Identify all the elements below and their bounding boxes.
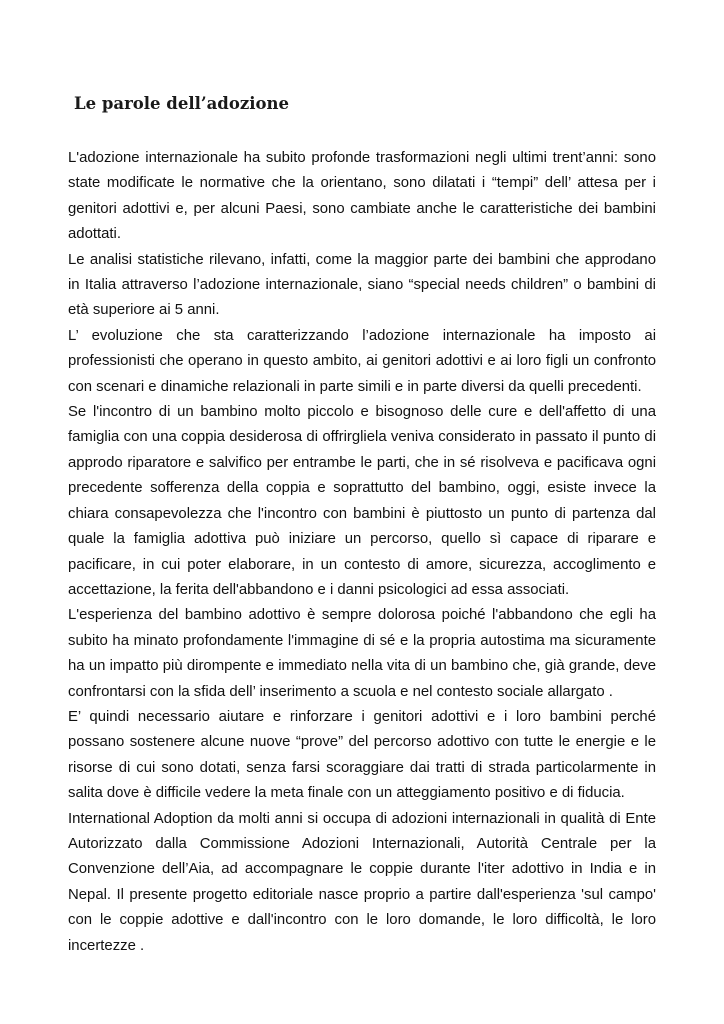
paragraph-5: L'esperienza del bambino adottivo è sempre dolorosa poiché l'abbandono che egli ha subito ha minato profondamente l'immagine di sé e la propria autostima ma sicuramente ha un impatto più dirompente e immediato nella vita di un bambino che, già grande, deve confrontarsi con la sfida dell’ inserimento a scuola e nel contesto sociale allargato . [68,607,656,700]
paragraph-7: International Adoption da molti anni si occupa di adozioni internazionali in qualità di Ente Autorizzato dalla Commissione Adozioni Internazionali, Autorità Centrale per la Convenzione dell’Aia, ad accompagnare le coppie durante l'iter adottivo in India e in Nepal. Il presente progetto editoriale nasce proprio a partire dall'esperienza 'sul campo' con le coppie adottive e dall'incontro con le loro domande, le loro difficoltà, le loro incertezze . [68,810,656,954]
paragraph-4: Se l'incontro di un bambino molto piccolo e bisognoso delle cure e dell'affetto di una famiglia con una coppia desiderosa di offrirgliela veniva considerato in passato il punto di approdo riparatore e salvifico per entrambe le parti, che in sé risolveva e pacificava ogni precedente sofferenza della coppia e soprattutto del bambino, oggi, esiste invece la chiara consapevolezza che l'incontro con bambini è piuttosto un punto di partenza dal quale la famiglia adottiva può iniziare un percorso, quello sì capace di riparare e pacificare, in cui poter elaborare, in un contesto di amore, sicurezza, accoglimento e accettazione, la ferita dell'abbandono e i danni psicologici ad essa associati. [68,404,656,598]
document-body [68,146,656,959]
paragraph-2: Le analisi statistiche rilevano, infatti, come la maggior parte dei bambini che approdano in Italia attraverso l’adozione internazionale, siano “special needs children” o bambini di età superiore ai 5 anni. [68,251,656,319]
paragraph-6: E’ quindi necessario aiutare e rinforzare i genitori adottivi e i loro bambini perché possano sostenere alcune nuove “prove” del percorso adottivo con tutte le energie e le risorse di cui sono dotati, senza farsi scoraggiare dai tratti di strada particolarmente in salita dove è difficile vedere la meta finale con un atteggiamento positivo e di fiducia. [68,708,656,802]
paragraph-3: L’ evoluzione che sta caratterizzando l’adozione internazionale ha imposto ai professionisti che operano in questo ambito, ai genitori adottivi e ai loro figli un confronto con scenari e dinamiche relazionali in parte simili e in parte diversi da quelli precedenti. [68,327,656,395]
document-title: Le parole dell’adozione [74,94,289,113]
paragraph-1: L'adozione internazionale ha subito profonde trasformazioni negli ultimi trent’anni: sono state modificate le normative che la orientano, sono dilatati i “tempi” dell’ attesa per i genitori adottivi e, per alcuni Paesi, sono cambiate anche le caratteristiche dei bambini adottati. [68,150,656,243]
